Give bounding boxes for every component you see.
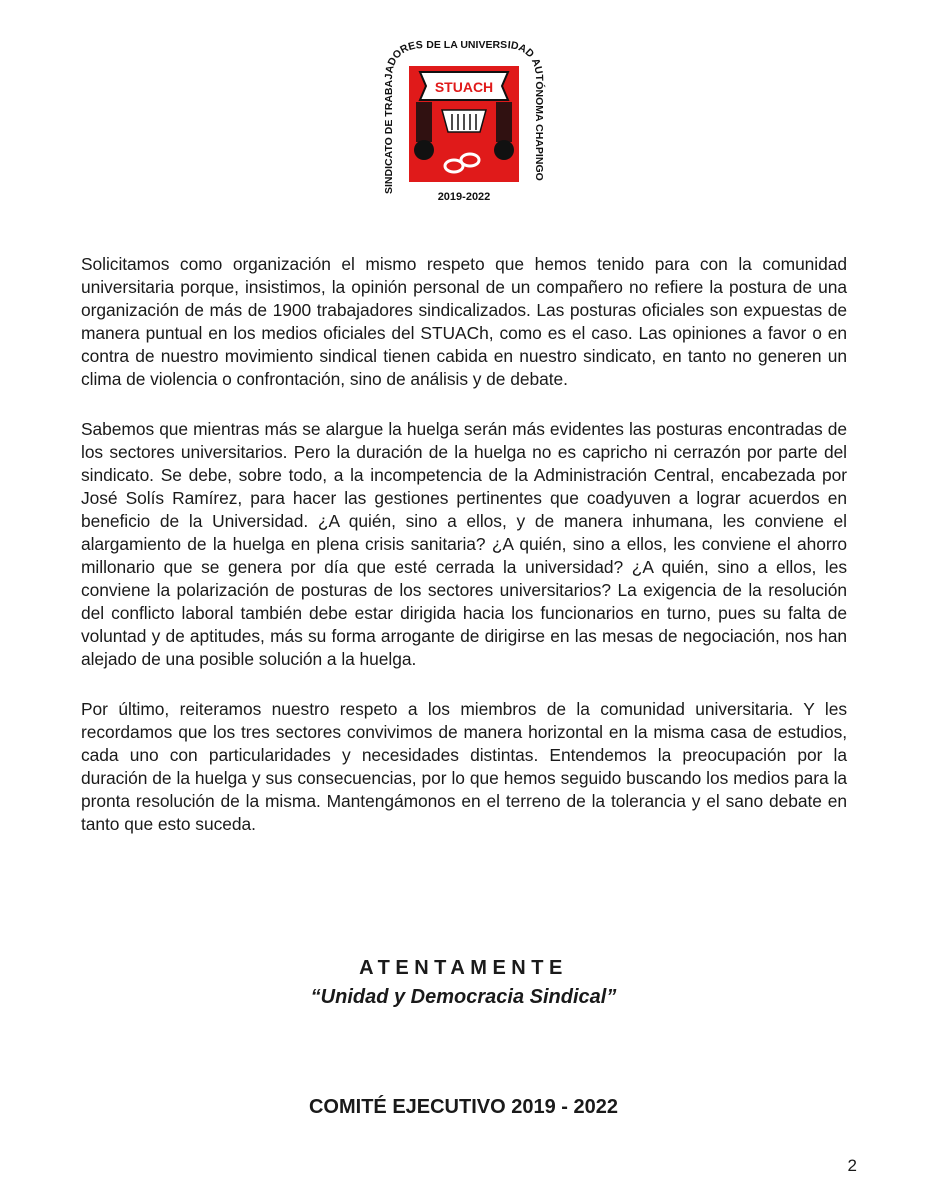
paragraph-1: Solicitamos como organización el mismo respeto que hemos tenido para con la comunidad universitaria porque, insistimos, la opinión personal de un compañero no refiere la postura de una organización de más de 1900 trabajadores sindicalizados. Las posturas oficiales son expuestas de manera puntual en los medios oficiales del STUACh, como es el caso. Las opiniones a favor o en contra de nuestro movimiento sindical tienen cabida en nuestro sindicato, en tanto no generen un clima de violencia o confrontación, sino de análisis y de debate. [81,254,847,389]
logo-left-head [414,140,434,160]
paragraph-2: Sabemos que mientras más se alargue la huelga serán más evidentes las posturas encontradas de los sectores universitarios. Pero la duración de la huelga no es capricho ni cerrazón por parte del sindicato. Se debe, sobre todo, a la incompetencia de la Administración Central, encabezada por José Solís Ramírez, para hacer las gestiones pertinentes que coadyuven a lograr acuerdos en beneficio de la Universidad. ¿A quién, sino a ellos, y de manera inhumana, les conviene el alargamiento de la huelga en plena crisis sanitaria? ¿A quién, sino a ellos, les conviene el ahorro millonario que se genera por día que esté cerrada la universidad? ¿A quién, sino a ellos, les conviene la polarización de posturas de los sectores universitarios? La exigencia de la resolución del conflicto laboral también debe estar dirigida hacia los funcionarios en turno, pues su falta de voluntad y de aptitudes, más su forma arrogante de dirigirse en las mesas de negociación, nos han alejado de una posible solución a la huelga. [81,419,847,669]
logo-years: 2019-2022 [437,191,491,203]
logo-left-arm [416,102,432,142]
paragraph-3: Por último, reiteramos nuestro respeto a los miembros de la comunidad universitaria. Y les recordamos que los tres sectores convivimos de manera horizontal en la misma casa de estudios, cada uno con particularidades y necesidades distintas. Entendemos la preocupación por la duración de la huelga y sus consecuencias, por lo que hemos seguido buscando los medios para la pronta resolución de la misma. Mantengámonos en el terreno de la tolerancia y el sano debate en tanto que esto suceda. [81,699,847,834]
logo-banner-text: STUACH [434,79,494,95]
logo-emblem [376,36,552,208]
logo-right-head [494,140,514,160]
page-number: 2 [847,1156,857,1175]
logo-arc-text: SINDICATO DE TRABAJADORES DE LA UNIVERSIDAD AUTÓNOMA CHAPINGO [382,38,546,194]
letter-body [81,253,847,863]
stuach-logo [376,36,552,208]
logo-right-arm [496,102,512,142]
committee-signature: COMITÉ EJECUTIVO 2019 - 2022 [308,1096,618,1118]
salutation: ATENTAMENTE [359,957,568,979]
motto: “Unidad y Democracia Sindical” [310,986,617,1008]
